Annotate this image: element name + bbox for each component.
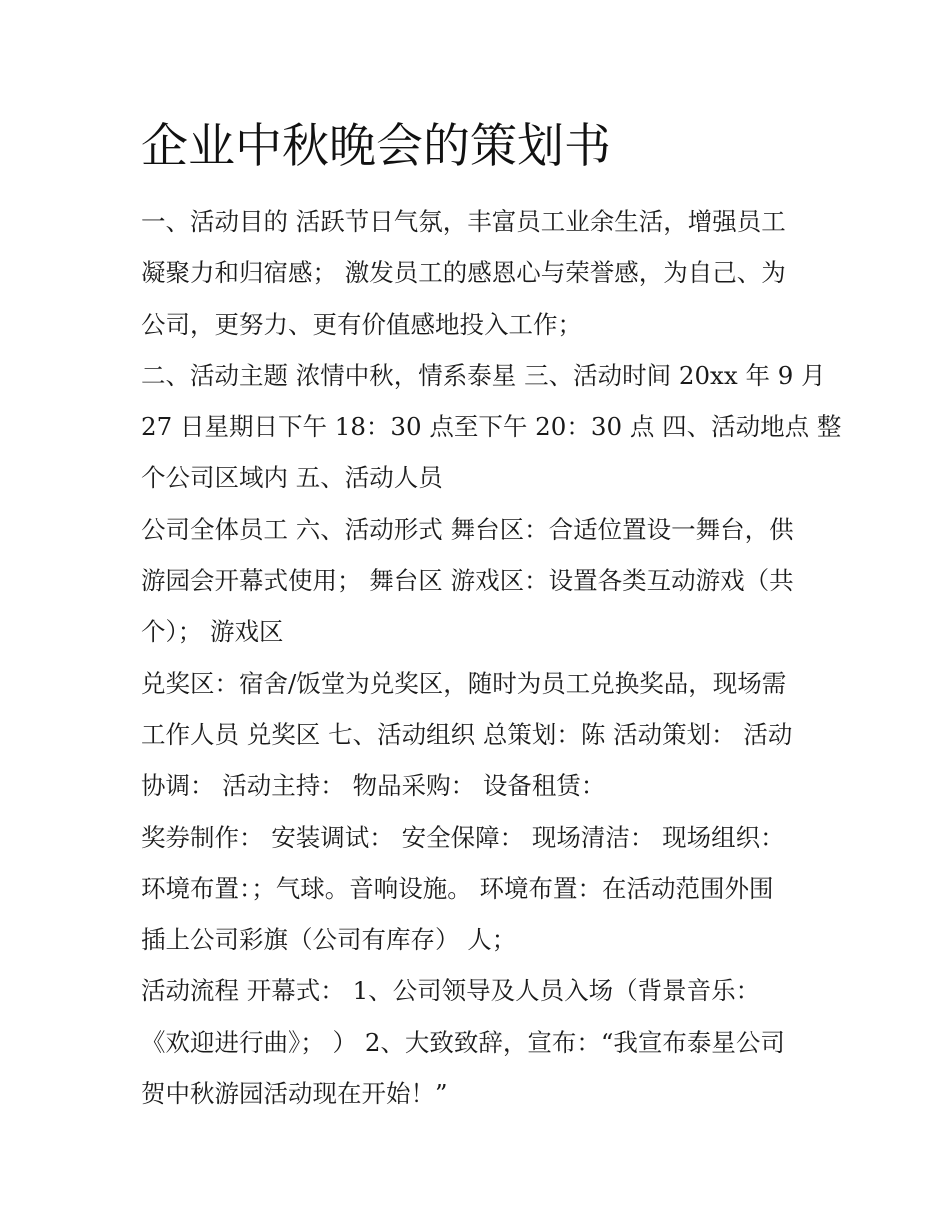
body-line: 协调： 活动主持： 物品采购： 设备租赁： xyxy=(141,771,606,801)
body-line: 游园会开幕式使用； 舞台区 游戏区：设置各类互动游戏（共 xyxy=(141,566,794,596)
body-line: 公司全体员工 六、活动形式 舞台区：合适位置设一舞台，供 xyxy=(141,514,794,544)
body-line: 工作人员 兑奖区 七、活动组织 总策划：陈 活动策划： 活动 xyxy=(141,719,793,749)
body-line: 贺中秋游园活动现在开始！” xyxy=(141,1079,448,1109)
body-line: 《欢迎进行曲》； ） 2、大致致辞，宣布：“我宣布泰星公司 xyxy=(141,1027,785,1057)
body-line: 插上公司彩旗（公司有库存） 人； xyxy=(141,925,517,955)
body-line: 活动流程 开幕式： 1、公司领导及人员入场（背景音乐： xyxy=(141,976,761,1006)
body-line: 凝聚力和归宿感； 激发员工的感恩心与荣誉感，为自己、为 xyxy=(141,258,786,288)
body-line: 个）； 游戏区 xyxy=(141,617,284,647)
body-line: 公司，更努力、更有价值感地投入工作； xyxy=(141,309,582,339)
document-body xyxy=(141,196,842,1119)
body-line: 奖券制作： 安装调试： 安全保障： 现场清洁： 现场组织： xyxy=(141,822,785,852)
body-line: 一、活动目的 活跃节日气氛，丰富员工业余生活，增强员工 xyxy=(141,207,786,236)
body-line: 27 日星期日下午 18：30 点至下午 20：30 点 四、活动地点 整 xyxy=(141,412,842,442)
document-title: 企业中秋晚会的策划书 xyxy=(141,119,611,174)
body-line: 环境布置：；气球。音响设施。 环境布置：在活动范围外围 xyxy=(141,873,774,903)
body-line: 个公司区域内 五、活动人员 xyxy=(141,463,443,493)
body-line: 兑奖区：宿舍/饭堂为兑奖区，随时为员工兑换奖品，现场需 xyxy=(141,668,787,698)
body-line: 二、活动主题 浓情中秋，情系泰星 三、活动时间 20xx 年 9 月 xyxy=(141,360,826,390)
